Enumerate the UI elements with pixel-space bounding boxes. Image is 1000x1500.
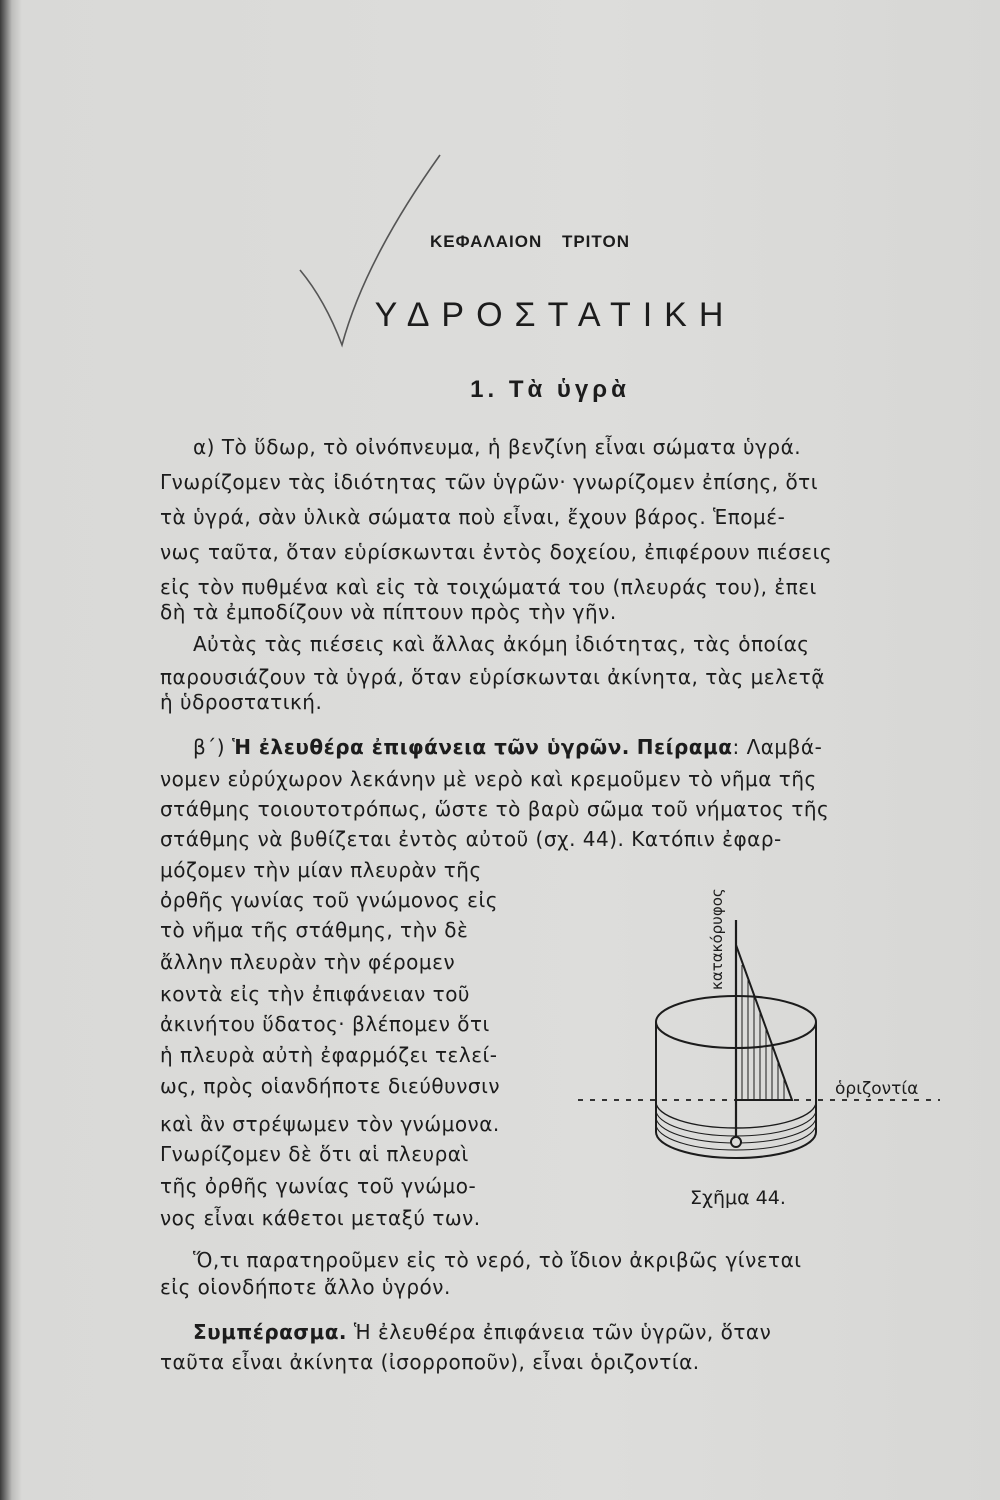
figure-44-diagram <box>570 850 950 1170</box>
paragraph-b-narrow-line: ὀρθῆς γωνίας τοῦ γνώμονος εἰς <box>160 888 498 912</box>
chapter-heading: ΚΕΦΑΛΑΙΟΝ ΤΡΙΤΟΝ <box>430 232 630 251</box>
paragraph-a-line: νως ταῦτα, ὅταν εὑρίσκωνται ἐντὸς δοχείου, ἐπιφέρουν πιέσεις <box>160 540 833 564</box>
paragraph-a-line: τὰ ὑγρά, σὰν ὑλικὰ σώματα ποὺ εἶναι, ἔχουν βάρος. Ἑπομέ- <box>160 505 786 529</box>
paragraph-a2-line: παρουσιάζουν τὰ ὑγρά, ὅταν εὑρίσκωνται ἀκίνητα, τὰς μελετᾷ <box>160 665 825 689</box>
chapter-title: ΥΔΡΟΣΤΑΤΙΚΗ <box>374 296 736 334</box>
conclusion-first-line <box>193 1320 771 1344</box>
paragraph-b-heading: Ἡ ἐλευθέρα ἐπιφάνεια τῶν ὑγρῶν. <box>231 735 630 759</box>
paragraph-b-line: στάθμης νὰ βυθίζεται ἐντὸς αὐτοῦ (σχ. 44). Κατόπιν ἐφαρ- <box>160 827 782 851</box>
paragraph-a2-line: Αὐτὰς τὰς πιέσεις καὶ ἄλλας ἀκόμη ἰδιότητας, τὰς ὁποίας <box>193 632 810 656</box>
conclusion-label: Συμπέρασμα. <box>193 1320 348 1344</box>
paragraph-a-line: δὴ τὰ ἐμποδίζουν νὰ πίπτουν πρὸς τὴν γῆν. <box>160 600 617 624</box>
paragraph-a2-line: ἡ ὑδροστατική. <box>160 690 323 714</box>
conclusion-line: ταῦτα εἶναι ἀκίνητα (ἰσορροποῦν), εἶναι ὁριζοντία. <box>160 1350 700 1374</box>
paragraph-b-line: στάθμης τοιουτοτρόπως, ὥστε τὸ βαρὺ σῶμα τοῦ νήματος τῆς <box>160 797 830 821</box>
paragraph-b-first-rest: : Λαμβά- <box>732 735 823 759</box>
paragraph-a-line: εἰς τὸν πυθμένα καὶ εἰς τὰ τοιχώματά του (πλευράς του), ἐπει <box>160 575 817 599</box>
paragraph-b-marker: β΄) <box>193 735 226 759</box>
paragraph-b-narrow-line: ως, πρὸς οἱανδήποτε διεύθυνσιν <box>160 1074 501 1098</box>
paragraph-a-line: α) Τὸ ὕδωρ, τὸ οἰνόπνευμα, ἡ βενζίνη εἶναι σώματα ὑγρά. <box>193 435 802 459</box>
paragraph-b-narrow-line: μόζομεν τὴν μίαν πλευρὰν τῆς <box>160 858 482 882</box>
paragraph-b-narrow-line: κοντὰ εἰς τὴν ἐπιφάνειαν τοῦ <box>160 982 471 1006</box>
horizontal-label: ὁριζοντία <box>835 1079 919 1099</box>
paragraph-b-narrow-line: καὶ ἂν στρέψωμεν τὸν γνώμονα. <box>160 1112 500 1136</box>
paragraph-b-narrow-line: τῆς ὀρθῆς γωνίας τοῦ γνώμο- <box>160 1174 477 1198</box>
paragraph-c-line: εἰς οἱονδήποτε ἄλλο ὑγρόν. <box>160 1275 451 1299</box>
experiment-label: Πείραμα <box>636 735 733 759</box>
paragraph-b-narrow-line: τὸ νῆμα τῆς στάθμης, τὴν δὲ <box>160 918 469 942</box>
figure-caption: Σχῆμα 44. <box>690 1187 786 1209</box>
paragraph-b-line: νομεν εὐρύχωρον λεκάνην μὲ νερὸ καὶ κρεμοῦμεν τὸ νῆμα τῆς <box>160 767 817 791</box>
conclusion-text: Ἡ ἐλευθέρα ἐπιφάνεια τῶν ὑγρῶν, ὅταν <box>353 1320 772 1344</box>
paragraph-b-first-line <box>193 735 822 759</box>
section-heading: 1. Τὰ ὑγρὰ <box>470 376 630 403</box>
paragraph-b-narrow-line: Γνωρίζομεν δὲ ὅτι αἱ πλευραὶ <box>160 1142 469 1166</box>
paragraph-b-narrow-line: νος εἶναι κάθετοι μεταξύ των. <box>160 1206 481 1230</box>
paragraph-b-narrow-line: ἡ πλευρὰ αὐτὴ ἐφαρμόζει τελεί- <box>160 1043 498 1067</box>
vertical-label: κατακόρυφος <box>708 888 726 990</box>
paragraph-c-line: Ὅ,τι παρατηροῦμεν εἰς τὸ νερό, τὸ ἴδιον ἀκριβῶς γίνεται <box>193 1248 802 1272</box>
set-square-hatching <box>742 965 784 1100</box>
plumb-bob <box>731 1137 741 1147</box>
set-square <box>736 945 792 1100</box>
paragraph-a-line: Γνωρίζομεν τὰς ἰδιότητας τῶν ὑγρῶν· γνωρίζομεν ἐπίσης, ὅτι <box>160 470 818 494</box>
paragraph-b-narrow-line: ἄλλην πλευρὰν τὴν φέρομεν <box>160 950 456 974</box>
paragraph-b-narrow-line: ἀκινήτου ὕδατος· βλέπομεν ὅτι <box>160 1012 490 1036</box>
